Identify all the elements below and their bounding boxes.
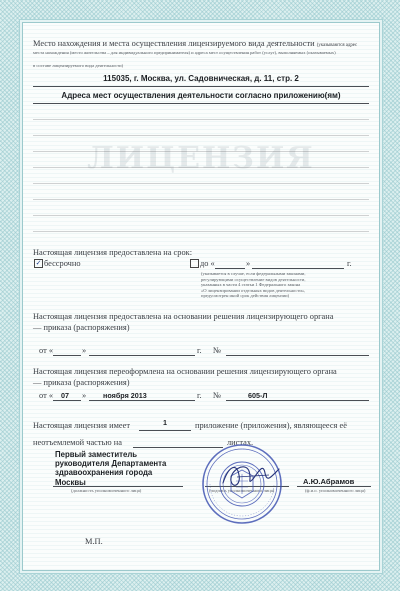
basis-number: № [213, 346, 221, 355]
blank-line-1 [33, 119, 369, 120]
unlimited-label: бессрочно [44, 259, 81, 268]
basis-year: г. [197, 346, 202, 355]
watermark-title: ЛИЦЕНЗИЯ [87, 141, 315, 176]
reissue-line-1: Настоящая лицензия переоформлена на основании решения лицензирующего органа [33, 367, 337, 376]
until-year: г. [347, 259, 352, 268]
signer-position: Первый заместитель руководителя Департамента здравоохранения города Москвы [55, 450, 167, 487]
blank-line-2 [33, 135, 369, 136]
until-day-line [215, 268, 245, 269]
until-close: » [246, 259, 251, 268]
unlimited-checkbox[interactable]: ✓ [35, 259, 42, 267]
basis-day-line [53, 355, 81, 356]
basis-line-1: Настоящая лицензия предоставлена на основании решения лицензирующего органа [33, 312, 334, 321]
addresses-note: Адреса мест осуществления деятельности согласно приложению(ям) [61, 91, 341, 100]
place-title: Место нахождения и места осуществления лицензируемого вида деятельности (указываются адрес [33, 39, 358, 48]
position-hint: (должность уполномоченного лица) [71, 488, 142, 493]
reissue-line-2: — приказа (распоряжения) [33, 378, 130, 387]
place-hint: места нахождения (место жительства – для индивидуального предпринимателя) и адреса мест осуществления работ (услуг), выполняемых (оказываемых) [33, 50, 336, 55]
reissue-close: » [82, 391, 87, 400]
reissue-number: № [213, 391, 221, 400]
until-month-line [252, 268, 344, 269]
reissue-day-line [53, 400, 81, 401]
blank-line-8 [33, 231, 369, 232]
basis-line-2: — приказа (распоряжения) [33, 323, 130, 332]
address-underline [33, 86, 369, 87]
address-line: 115035, г. Москва, ул. Садовническая, д. 11, стр. 2 [103, 74, 299, 83]
until-checkbox[interactable] [190, 259, 199, 268]
addresses-underline [33, 103, 369, 104]
basis-from: от « [39, 346, 54, 355]
blank-line-7 [33, 215, 369, 216]
reissue-month-line [89, 400, 195, 401]
basis-close: » [82, 346, 87, 355]
reissue-order-no: 605-Л [248, 391, 268, 400]
until-prefix: до « [200, 259, 215, 268]
name-line [297, 486, 371, 487]
appendix-line-2: неотъемлемой частью на [33, 438, 122, 447]
appendix-count: 1 [163, 418, 167, 427]
signature-icon [219, 457, 283, 493]
reissue-from: от « [39, 391, 54, 400]
blank-line-4 [33, 167, 369, 168]
appendix-sheets: листах. [227, 438, 254, 447]
term-label: Настоящая лицензия предоставлена на срок: [33, 248, 193, 257]
reissue-year: г. [197, 391, 202, 400]
basis-month-line [89, 355, 195, 356]
document-body [22, 22, 380, 571]
blank-line-5 [33, 183, 369, 184]
appendix-prefix: Настоящая лицензия имеет [33, 421, 130, 430]
signer-name: А.Ю.Абрамов [303, 477, 355, 486]
reissue-number-line [226, 400, 369, 401]
blank-line-6 [33, 199, 369, 200]
name-hint: (ф.и.о. уполномоченного лица) [305, 488, 366, 493]
mp-label: М.П. [85, 537, 103, 546]
term-note: (указывается в случае, если федеральными законами, регулирующими осуществление видов деятельности, указанных в части 4 статьи 1 Федерального закона «О лицензировании отдельных видов деятельности», предусмотрен иной срок действия лицензии) [201, 271, 306, 299]
appendix-count-line [139, 430, 191, 431]
reissue-month-year: ноября 2013 [103, 391, 147, 400]
reissue-day: 07 [61, 391, 69, 400]
blank-line-3 [33, 151, 369, 152]
place-hint-2: в составе лицензируемого вида деятельности) [33, 63, 124, 68]
appendix-suffix: приложение (приложения), являющееся её [195, 421, 347, 430]
basis-number-line [226, 355, 369, 356]
position-line [53, 486, 183, 487]
sign-hint: (подпись уполномоченного лица) [209, 488, 275, 493]
